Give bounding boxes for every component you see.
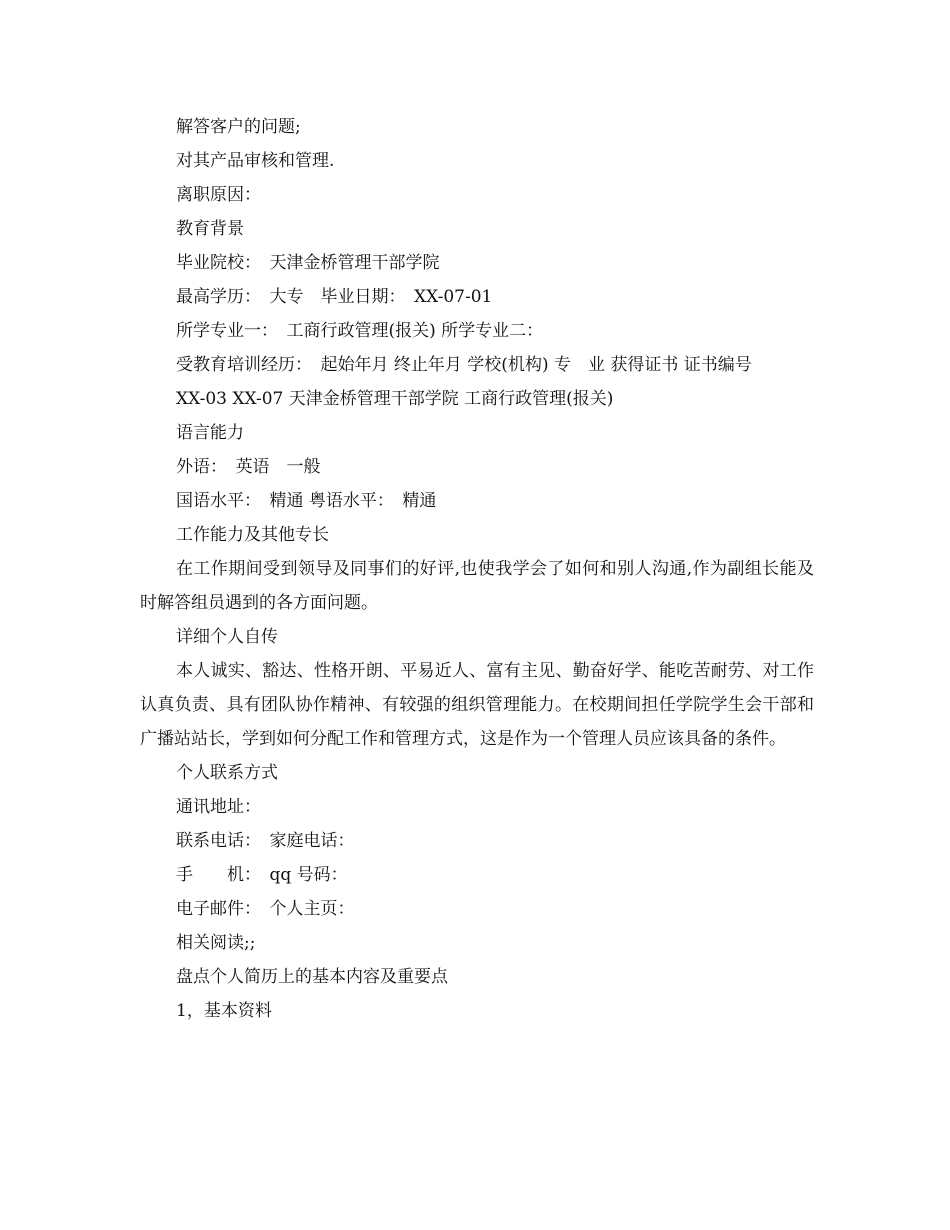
text-line: 解答客户的问题; bbox=[176, 117, 301, 137]
section-heading-skills: 工作能力及其他专长 bbox=[176, 525, 329, 545]
document-page bbox=[140, 110, 814, 1028]
text-line: 所学专业一： 工商行政管理(报关) 所学专业二： bbox=[176, 321, 544, 341]
text-line: 毕业院校： 天津金桥管理干部学院 bbox=[176, 253, 440, 273]
section-heading-autobiography: 详细个人自传 bbox=[176, 627, 278, 647]
text-line: 通讯地址： bbox=[176, 797, 261, 817]
text-line: 相关阅读;; bbox=[176, 933, 256, 953]
text-line: 离职原因： bbox=[176, 185, 261, 205]
section-heading-contact: 个人联系方式 bbox=[176, 763, 278, 783]
text-line: 对其产品审核和管理. bbox=[176, 151, 335, 171]
text-paragraph: 在工作期间受到领导及同事们的好评,也使我学会了如何和别人沟通,作为副组长能及时解答组员遇到的各方面问题。 bbox=[140, 559, 814, 613]
section-heading-language: 语言能力 bbox=[176, 423, 244, 443]
text-line: 1，基本资料 bbox=[176, 1001, 272, 1021]
text-line: 国语水平： 精通 粤语水平： 精通 bbox=[176, 491, 437, 511]
text-line: 手 机： qq 号码： bbox=[176, 865, 348, 885]
text-line: XX-03 XX-07 天津金桥管理干部学院 工商行政管理(报关) bbox=[176, 389, 614, 409]
text-paragraph: 本人诚实、豁达、性格开朗、平易近人、富有主见、勤奋好学、能吃苦耐劳、对工作认真负责、具有团队协作精神、有较强的组织管理能力。在校期间担任学院学生会干部和广播站站长，学到如何分配工作和管理方式，这是作为一个管理人员应该具备的条件。 bbox=[140, 661, 814, 749]
text-line: 电子邮件： 个人主页： bbox=[176, 899, 355, 919]
text-paragraph: 受教育培训经历： 起始年月 终止年月 学校(机构) 专 业 获得证书 证书编号 bbox=[176, 355, 752, 375]
text-line: 最高学历： 大专 毕业日期： XX-07-01 bbox=[176, 287, 493, 307]
text-line: 外语： 英语 一般 bbox=[176, 457, 321, 477]
text-line: 联系电话： 家庭电话： bbox=[176, 831, 355, 851]
text-line: 盘点个人简历上的基本内容及重要点 bbox=[176, 967, 448, 987]
section-heading-education: 教育背景 bbox=[176, 219, 244, 239]
